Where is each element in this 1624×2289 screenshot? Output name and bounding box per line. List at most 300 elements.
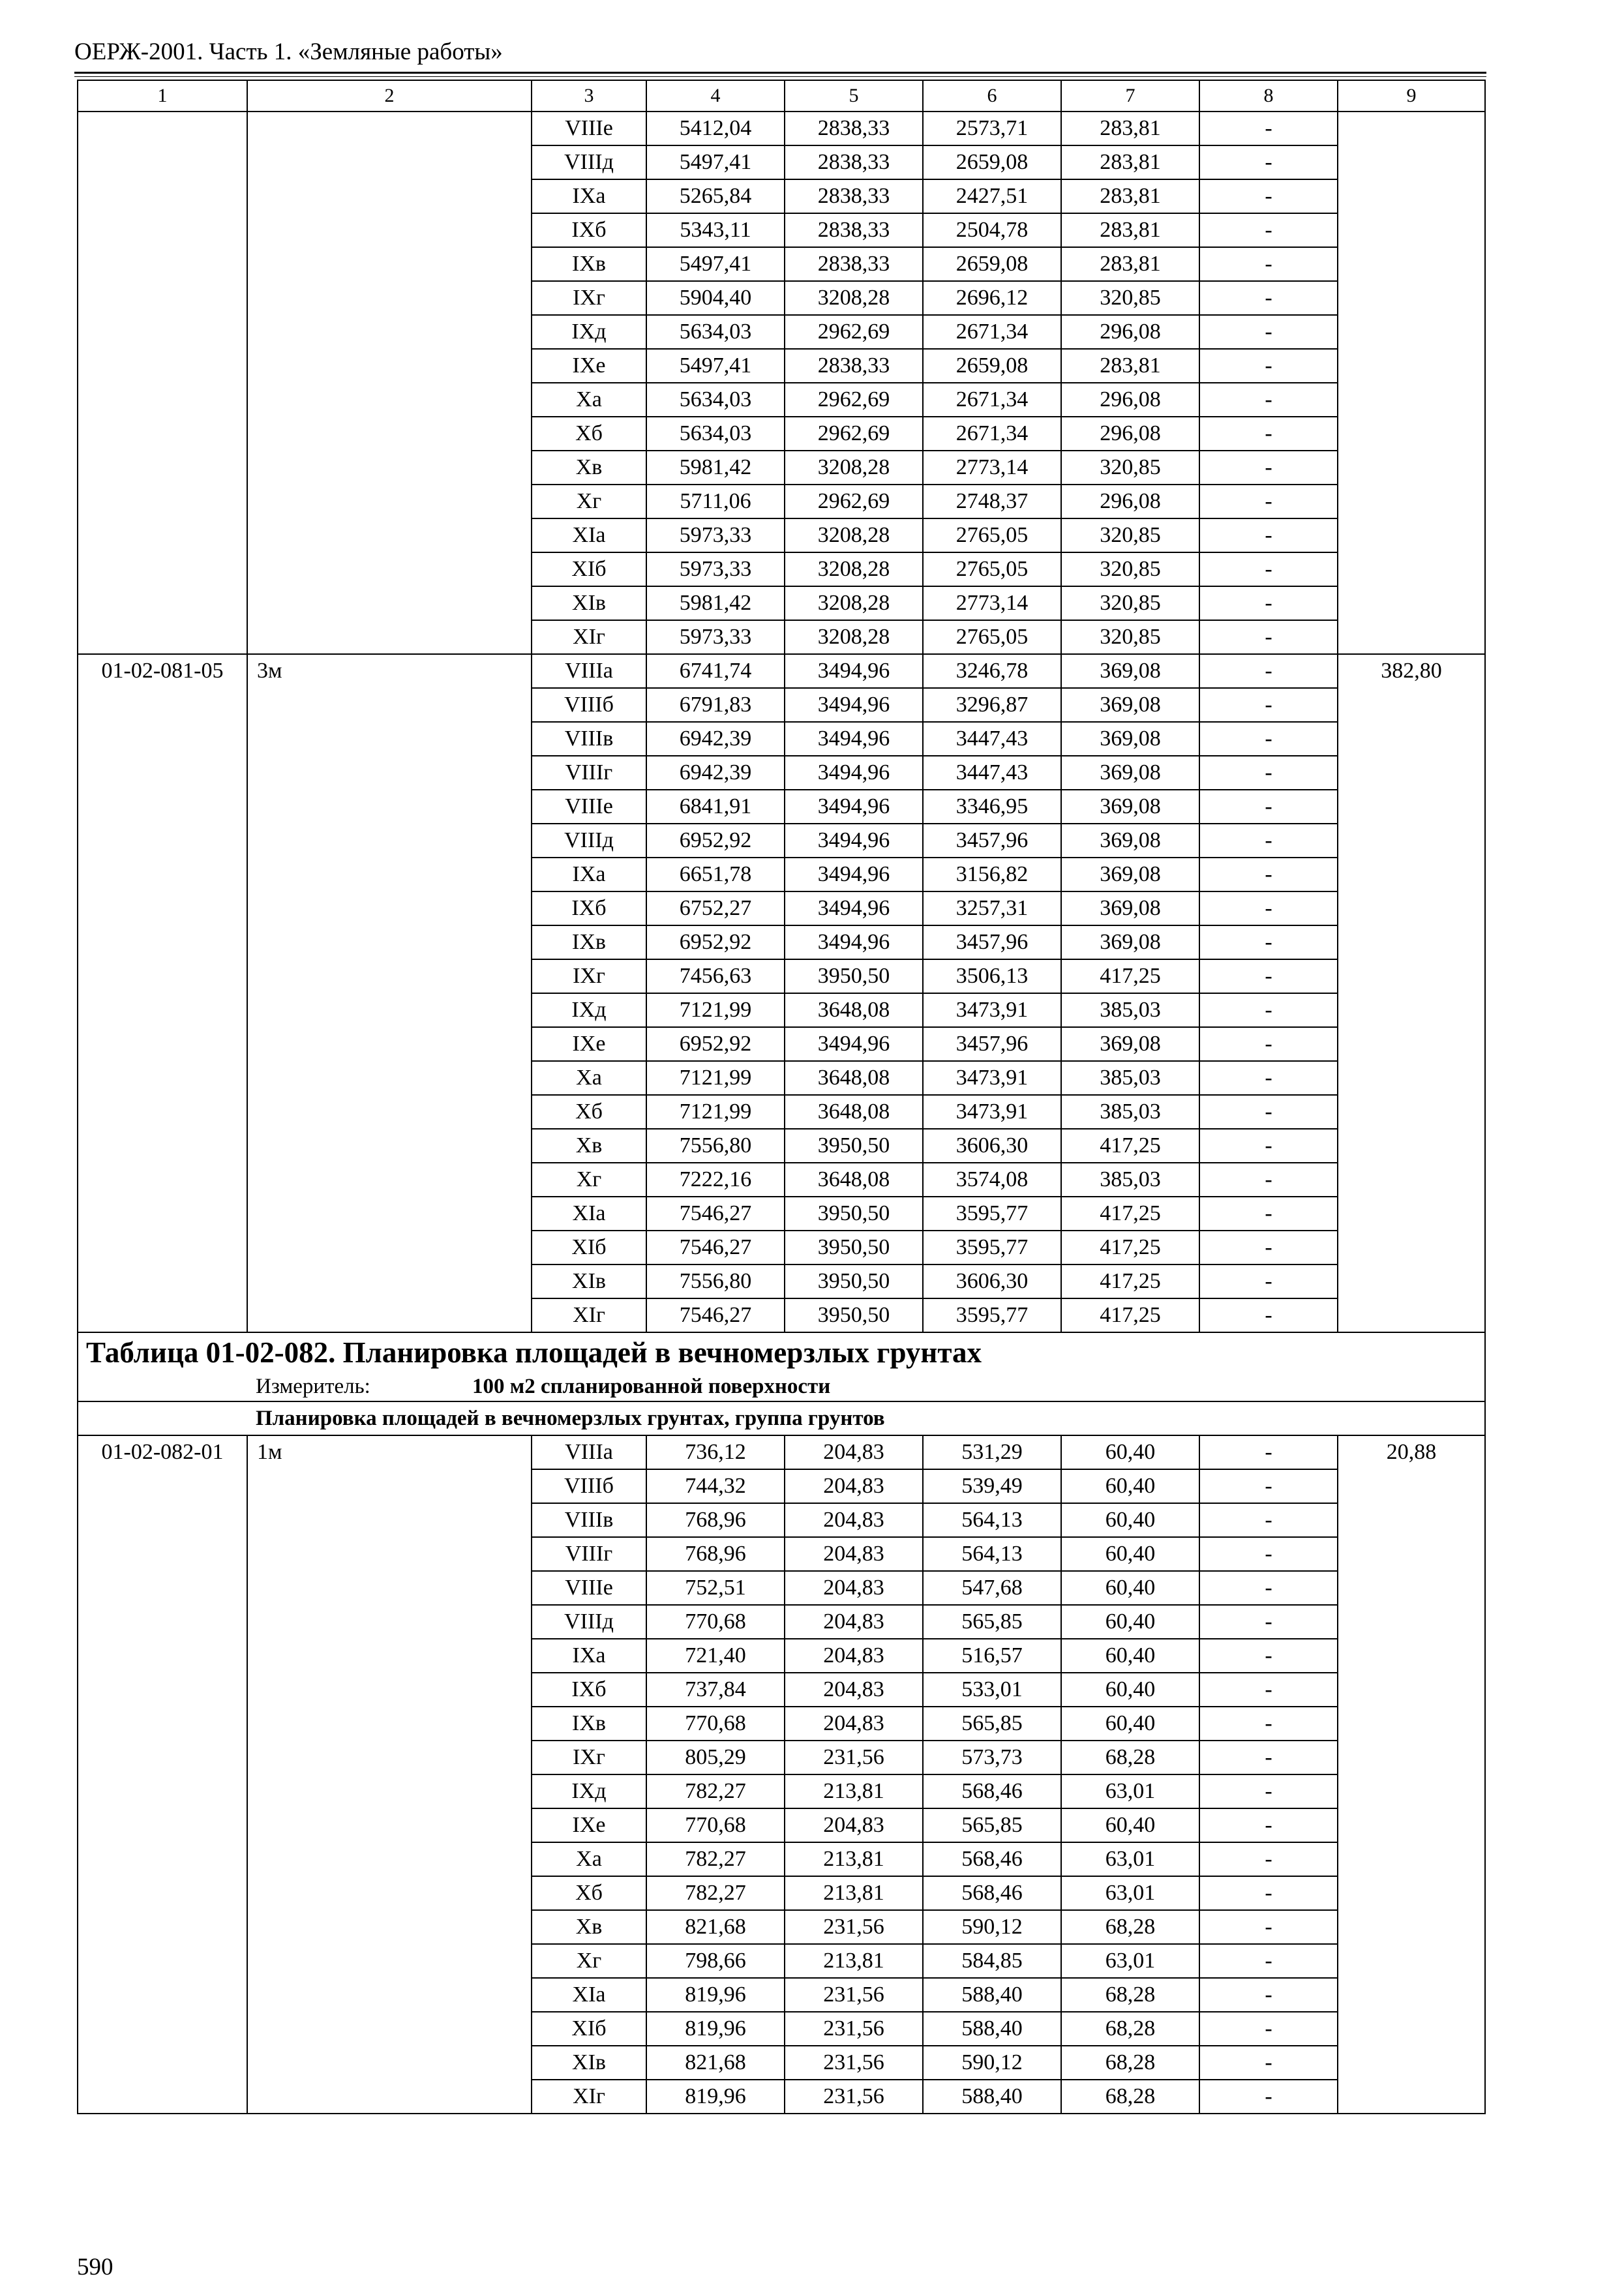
table-cell: 5973,33: [646, 518, 785, 552]
table-cell: IXб: [532, 1673, 646, 1707]
table-cell: 204,83: [785, 1435, 923, 1469]
table-cell: 5497,41: [646, 145, 785, 179]
table-cell: 821,68: [646, 1910, 785, 1944]
table-cell: -: [1199, 858, 1338, 891]
table-cell: -: [1199, 383, 1338, 417]
table-cell: 283,81: [1061, 247, 1199, 281]
table-cell: IXг: [532, 281, 646, 315]
table-cell: 2838,33: [785, 179, 923, 213]
table-cell: 296,08: [1061, 315, 1199, 349]
table-cell: 782,27: [646, 1774, 785, 1808]
table-cell: IXа: [532, 858, 646, 891]
table-cell: 320,85: [1061, 552, 1199, 586]
table-cell: VIIIе: [532, 1571, 646, 1605]
table-cell: 3457,96: [923, 1027, 1061, 1061]
table-cell: 3595,77: [923, 1231, 1061, 1264]
table-cell: 5973,33: [646, 620, 785, 654]
table-cell: 5904,40: [646, 281, 785, 315]
table-cell: 588,40: [923, 2012, 1061, 2046]
table-cell: 770,68: [646, 1707, 785, 1741]
table-cell: 369,08: [1061, 756, 1199, 790]
table-cell: 6791,83: [646, 688, 785, 722]
table-cell: XIг: [532, 1298, 646, 1332]
table-cell: XIб: [532, 1231, 646, 1264]
table-cell: 5497,41: [646, 247, 785, 281]
norm-code: [78, 112, 247, 654]
table-cell: -: [1199, 145, 1338, 179]
table-cell: 3606,30: [923, 1264, 1061, 1298]
table-cell: -: [1199, 824, 1338, 858]
table-cell: -: [1199, 1741, 1338, 1774]
column-number: 1: [78, 80, 247, 112]
table-cell: 6841,91: [646, 790, 785, 824]
table-cell: 3208,28: [785, 451, 923, 485]
table-cell: 805,29: [646, 1741, 785, 1774]
table-cell: 369,08: [1061, 824, 1199, 858]
table-cell: Xб: [532, 1876, 646, 1910]
table-cell: -: [1199, 2046, 1338, 2080]
table-cell: 2773,14: [923, 586, 1061, 620]
table-cell: 531,29: [923, 1435, 1061, 1469]
table-cell: 369,08: [1061, 891, 1199, 925]
table-cell: 204,83: [785, 1605, 923, 1639]
table-cell: 3494,96: [785, 722, 923, 756]
group-title-row: [78, 1401, 1485, 1435]
table-cell: 3246,78: [923, 654, 1061, 688]
table-cell: Xа: [532, 383, 646, 417]
table-cell: 60,40: [1061, 1605, 1199, 1639]
table-cell: 2671,34: [923, 315, 1061, 349]
table-cell: 60,40: [1061, 1503, 1199, 1537]
table-cell: 3606,30: [923, 1129, 1061, 1163]
table-cell: 283,81: [1061, 145, 1199, 179]
table-cell: 3506,13: [923, 959, 1061, 993]
table-cell: 63,01: [1061, 1876, 1199, 1910]
table-cell: 736,12: [646, 1435, 785, 1469]
table-cell: 3648,08: [785, 1163, 923, 1197]
table-cell: 204,83: [785, 1571, 923, 1605]
table-cell: 283,81: [1061, 213, 1199, 247]
header-rule: [74, 72, 1486, 74]
table-cell: -: [1199, 1298, 1338, 1332]
table-cell: 385,03: [1061, 1095, 1199, 1129]
table-cell: -: [1199, 1842, 1338, 1876]
table-cell: 231,56: [785, 1910, 923, 1944]
table-cell: 2659,08: [923, 247, 1061, 281]
table-cell: 573,73: [923, 1741, 1061, 1774]
table-cell: -: [1199, 688, 1338, 722]
table-cell: IXд: [532, 1774, 646, 1808]
table-cell: IXв: [532, 247, 646, 281]
column-number: 2: [247, 80, 532, 112]
table-cell: Xа: [532, 1061, 646, 1095]
table-cell: 770,68: [646, 1808, 785, 1842]
table-cell: IXе: [532, 1027, 646, 1061]
table-cell: 417,25: [1061, 959, 1199, 993]
table-cell: 588,40: [923, 1978, 1061, 2012]
table-cell: 516,57: [923, 1639, 1061, 1673]
table-cell: Xг: [532, 1163, 646, 1197]
table-cell: 5634,03: [646, 315, 785, 349]
table-cell: 231,56: [785, 1978, 923, 2012]
table-cell: IXв: [532, 925, 646, 959]
measure-value: 100 м2 спланированной поверхности: [472, 1375, 831, 1398]
table-cell: 6651,78: [646, 858, 785, 891]
table-cell: 752,51: [646, 1571, 785, 1605]
table-cell: Xв: [532, 1129, 646, 1163]
table-cell: 770,68: [646, 1605, 785, 1639]
table-cell: 6952,92: [646, 925, 785, 959]
table-cell: 2765,05: [923, 518, 1061, 552]
table-cell: -: [1199, 586, 1338, 620]
table-cell: 213,81: [785, 1842, 923, 1876]
table-cell: -: [1199, 518, 1338, 552]
table-cell: 3447,43: [923, 756, 1061, 790]
table-cell: XIв: [532, 586, 646, 620]
table-cell: 768,96: [646, 1503, 785, 1537]
table-cell: VIIIг: [532, 1537, 646, 1571]
table-cell: 2765,05: [923, 620, 1061, 654]
table-cell: XIг: [532, 620, 646, 654]
table-cell: 821,68: [646, 2046, 785, 2080]
table-cell: 204,83: [785, 1639, 923, 1673]
table-cell: 68,28: [1061, 1741, 1199, 1774]
table-cell: 3648,08: [785, 1095, 923, 1129]
table-cell: 320,85: [1061, 586, 1199, 620]
table-cell: 417,25: [1061, 1231, 1199, 1264]
column-number: 6: [923, 80, 1061, 112]
table-cell: 283,81: [1061, 179, 1199, 213]
norm-name: [247, 112, 532, 654]
table-cell: -: [1199, 1435, 1338, 1469]
table-cell: 369,08: [1061, 1027, 1199, 1061]
table-cell: -: [1199, 1673, 1338, 1707]
table-cell: 6752,27: [646, 891, 785, 925]
group-title: Планировка площадей в вечномерзлых грунтах, группа грунтов: [78, 1401, 1485, 1435]
table-cell: -: [1199, 756, 1338, 790]
page-header: ОЕРЖ-2001. Часть 1. «Земляные работы»: [74, 38, 503, 65]
table-cell: 3457,96: [923, 824, 1061, 858]
table-cell: -: [1199, 1469, 1338, 1503]
table-cell: 7546,27: [646, 1231, 785, 1264]
table-cell: XIа: [532, 1978, 646, 2012]
table-cell: 2838,33: [785, 145, 923, 179]
table-cell: -: [1199, 1061, 1338, 1095]
table-cell: 3208,28: [785, 620, 923, 654]
section-title-row: [78, 1332, 1485, 1372]
table-cell: 2838,33: [785, 349, 923, 383]
table-cell: 782,27: [646, 1876, 785, 1910]
table-cell: 204,83: [785, 1707, 923, 1741]
table-cell: 231,56: [785, 2012, 923, 2046]
table-cell: 2838,33: [785, 247, 923, 281]
table-cell: 547,68: [923, 1571, 1061, 1605]
table-cell: 213,81: [785, 1774, 923, 1808]
table-cell: 231,56: [785, 2080, 923, 2114]
table-cell: Xг: [532, 485, 646, 518]
table-cell: 2962,69: [785, 315, 923, 349]
table-cell: 2962,69: [785, 485, 923, 518]
table-cell: VIIIе: [532, 790, 646, 824]
table-cell: 320,85: [1061, 281, 1199, 315]
norm-name: 1м: [247, 1435, 532, 2114]
table-cell: 5634,03: [646, 383, 785, 417]
table-cell: -: [1199, 1231, 1338, 1264]
table-cell: -: [1199, 1027, 1338, 1061]
table-cell: -: [1199, 925, 1338, 959]
norm-col9: 382,80: [1338, 654, 1485, 1332]
table-cell: -: [1199, 1774, 1338, 1808]
table-cell: -: [1199, 1503, 1338, 1537]
norm-code: 01-02-082-01: [78, 1435, 247, 2114]
table-cell: 3950,50: [785, 1264, 923, 1298]
table-cell: 3595,77: [923, 1197, 1061, 1231]
table-cell: 68,28: [1061, 2012, 1199, 2046]
table-cell: 63,01: [1061, 1842, 1199, 1876]
table-cell: 5981,42: [646, 451, 785, 485]
table-cell: -: [1199, 1808, 1338, 1842]
table-cell: 2671,34: [923, 417, 1061, 451]
table-cell: 819,96: [646, 1978, 785, 2012]
measure-label: Измеритель:: [256, 1375, 370, 1398]
table-cell: -: [1199, 1264, 1338, 1298]
table-cell: -: [1199, 1197, 1338, 1231]
table-cell: -: [1199, 417, 1338, 451]
table-cell: 5981,42: [646, 586, 785, 620]
table-cell: 7121,99: [646, 1061, 785, 1095]
table-cell: 3494,96: [785, 891, 923, 925]
column-number: 3: [532, 80, 646, 112]
table-cell: 5265,84: [646, 179, 785, 213]
table-cell: VIIIа: [532, 1435, 646, 1469]
table-cell: -: [1199, 349, 1338, 383]
table-cell: 63,01: [1061, 1774, 1199, 1808]
table-cell: 7546,27: [646, 1197, 785, 1231]
table-cell: VIIIг: [532, 756, 646, 790]
table-cell: 768,96: [646, 1537, 785, 1571]
column-number-row: [78, 80, 1485, 112]
table-cell: 3950,50: [785, 1129, 923, 1163]
table-cell: 60,40: [1061, 1808, 1199, 1842]
table-cell: -: [1199, 1639, 1338, 1673]
table-cell: 204,83: [785, 1673, 923, 1707]
table-cell: IXа: [532, 1639, 646, 1673]
table-cell: 3346,95: [923, 790, 1061, 824]
table-cell: -: [1199, 1876, 1338, 1910]
table-cell: XIб: [532, 2012, 646, 2046]
table-cell: 3494,96: [785, 925, 923, 959]
table-cell: 782,27: [646, 1842, 785, 1876]
table-cell: XIв: [532, 1264, 646, 1298]
measure-row: [78, 1372, 1485, 1401]
table-cell: VIIIд: [532, 145, 646, 179]
table-cell: 63,01: [1061, 1944, 1199, 1978]
column-number: 7: [1061, 80, 1199, 112]
table-cell: 320,85: [1061, 451, 1199, 485]
table-cell: 320,85: [1061, 518, 1199, 552]
table-cell: 2765,05: [923, 552, 1061, 586]
table-cell: 3950,50: [785, 1231, 923, 1264]
table-cell: 3950,50: [785, 1197, 923, 1231]
table-cell: 2773,14: [923, 451, 1061, 485]
table-cell: -: [1199, 1129, 1338, 1163]
table-cell: 417,25: [1061, 1264, 1199, 1298]
table-cell: XIа: [532, 1197, 646, 1231]
table-cell: VIIIе: [532, 112, 646, 145]
table-cell: 2748,37: [923, 485, 1061, 518]
table-cell: 2838,33: [785, 112, 923, 145]
table-cell: -: [1199, 2080, 1338, 2114]
table-cell: 417,25: [1061, 1129, 1199, 1163]
table-cell: 5634,03: [646, 417, 785, 451]
table-cell: -: [1199, 1978, 1338, 2012]
table-cell: 296,08: [1061, 485, 1199, 518]
table-cell: 3648,08: [785, 1061, 923, 1095]
table-cell: 3595,77: [923, 1298, 1061, 1332]
table-cell: 588,40: [923, 2080, 1061, 2114]
table-cell: -: [1199, 1571, 1338, 1605]
table-cell: 3494,96: [785, 756, 923, 790]
table-cell: IXд: [532, 315, 646, 349]
table-cell: 369,08: [1061, 858, 1199, 891]
table-cell: 3494,96: [785, 824, 923, 858]
table-cell: 60,40: [1061, 1435, 1199, 1469]
table-cell: -: [1199, 654, 1338, 688]
table-cell: IXе: [532, 349, 646, 383]
table-cell: 5973,33: [646, 552, 785, 586]
table-cell: 6942,39: [646, 722, 785, 756]
table-cell: 204,83: [785, 1808, 923, 1842]
table-cell: -: [1199, 247, 1338, 281]
table-cell: 3473,91: [923, 993, 1061, 1027]
table-cell: 283,81: [1061, 349, 1199, 383]
table-cell: 564,13: [923, 1537, 1061, 1571]
table-cell: 6942,39: [646, 756, 785, 790]
table-cell: 68,28: [1061, 2046, 1199, 2080]
norm-col9: [1338, 112, 1485, 654]
table-cell: 213,81: [785, 1944, 923, 1978]
table-cell: IXв: [532, 1707, 646, 1741]
table-row: [78, 1435, 1485, 1469]
table-cell: -: [1199, 281, 1338, 315]
table-cell: 568,46: [923, 1774, 1061, 1808]
table-cell: 3208,28: [785, 281, 923, 315]
table-cell: 7556,80: [646, 1264, 785, 1298]
table-cell: 737,84: [646, 1673, 785, 1707]
table-cell: 590,12: [923, 1910, 1061, 1944]
column-number: 8: [1199, 80, 1338, 112]
table-cell: 369,08: [1061, 654, 1199, 688]
table-cell: 3950,50: [785, 1298, 923, 1332]
table-cell: Xв: [532, 1910, 646, 1944]
table-cell: 3296,87: [923, 688, 1061, 722]
table-cell: 369,08: [1061, 722, 1199, 756]
table-cell: 417,25: [1061, 1298, 1199, 1332]
table-cell: 5497,41: [646, 349, 785, 383]
table-cell: 385,03: [1061, 993, 1199, 1027]
table-cell: 369,08: [1061, 925, 1199, 959]
table-cell: -: [1199, 179, 1338, 213]
table-cell: 798,66: [646, 1944, 785, 1978]
table-cell: -: [1199, 959, 1338, 993]
table-cell: 6952,92: [646, 824, 785, 858]
table-cell: 7222,16: [646, 1163, 785, 1197]
table-cell: 2696,12: [923, 281, 1061, 315]
table-cell: -: [1199, 213, 1338, 247]
table-cell: 3494,96: [785, 790, 923, 824]
norms-table: [77, 80, 1486, 2114]
norm-col9: 20,88: [1338, 1435, 1485, 2114]
page-number: 590: [77, 2254, 113, 2281]
table-cell: 296,08: [1061, 417, 1199, 451]
table-row: [78, 112, 1485, 145]
table-row: [78, 654, 1485, 688]
table-cell: 819,96: [646, 2012, 785, 2046]
table-cell: 417,25: [1061, 1197, 1199, 1231]
table-cell: 60,40: [1061, 1571, 1199, 1605]
table-cell: IXе: [532, 1808, 646, 1842]
table-cell: 565,85: [923, 1808, 1061, 1842]
table-cell: Xб: [532, 1095, 646, 1129]
table-cell: 3257,31: [923, 891, 1061, 925]
table-cell: 68,28: [1061, 1978, 1199, 2012]
table-cell: 2838,33: [785, 213, 923, 247]
table-cell: Xа: [532, 1842, 646, 1876]
column-number: 5: [785, 80, 923, 112]
table-cell: XIа: [532, 518, 646, 552]
table-cell: 204,83: [785, 1503, 923, 1537]
table-cell: 320,85: [1061, 620, 1199, 654]
table-cell: 819,96: [646, 2080, 785, 2114]
table-cell: -: [1199, 891, 1338, 925]
table-cell: 2659,08: [923, 145, 1061, 179]
table-cell: -: [1199, 552, 1338, 586]
table-cell: 3473,91: [923, 1061, 1061, 1095]
table-cell: VIIIд: [532, 1605, 646, 1639]
table-cell: 590,12: [923, 2046, 1061, 2080]
norm-name: 3м: [247, 654, 532, 1332]
table-cell: 7546,27: [646, 1298, 785, 1332]
table-cell: XIб: [532, 552, 646, 586]
table-cell: -: [1199, 722, 1338, 756]
table-cell: -: [1199, 1537, 1338, 1571]
table-cell: 231,56: [785, 2046, 923, 2080]
table-cell: -: [1199, 315, 1338, 349]
table-cell: 5711,06: [646, 485, 785, 518]
table-cell: 533,01: [923, 1673, 1061, 1707]
table-cell: XIг: [532, 2080, 646, 2114]
table-cell: 3950,50: [785, 959, 923, 993]
table-cell: 2962,69: [785, 417, 923, 451]
table-cell: IXа: [532, 179, 646, 213]
table-cell: 5412,04: [646, 112, 785, 145]
table-cell: -: [1199, 620, 1338, 654]
table-cell: 231,56: [785, 1741, 923, 1774]
table-cell: 3494,96: [785, 654, 923, 688]
table-cell: -: [1199, 485, 1338, 518]
table-cell: Xб: [532, 417, 646, 451]
table-cell: -: [1199, 790, 1338, 824]
table-cell: 68,28: [1061, 2080, 1199, 2114]
table-cell: 6741,74: [646, 654, 785, 688]
table-cell: 721,40: [646, 1639, 785, 1673]
table-cell: 568,46: [923, 1842, 1061, 1876]
table-cell: -: [1199, 2012, 1338, 2046]
table-cell: 60,40: [1061, 1673, 1199, 1707]
table-cell: 744,32: [646, 1469, 785, 1503]
table-cell: 3473,91: [923, 1095, 1061, 1129]
table-cell: -: [1199, 1095, 1338, 1129]
